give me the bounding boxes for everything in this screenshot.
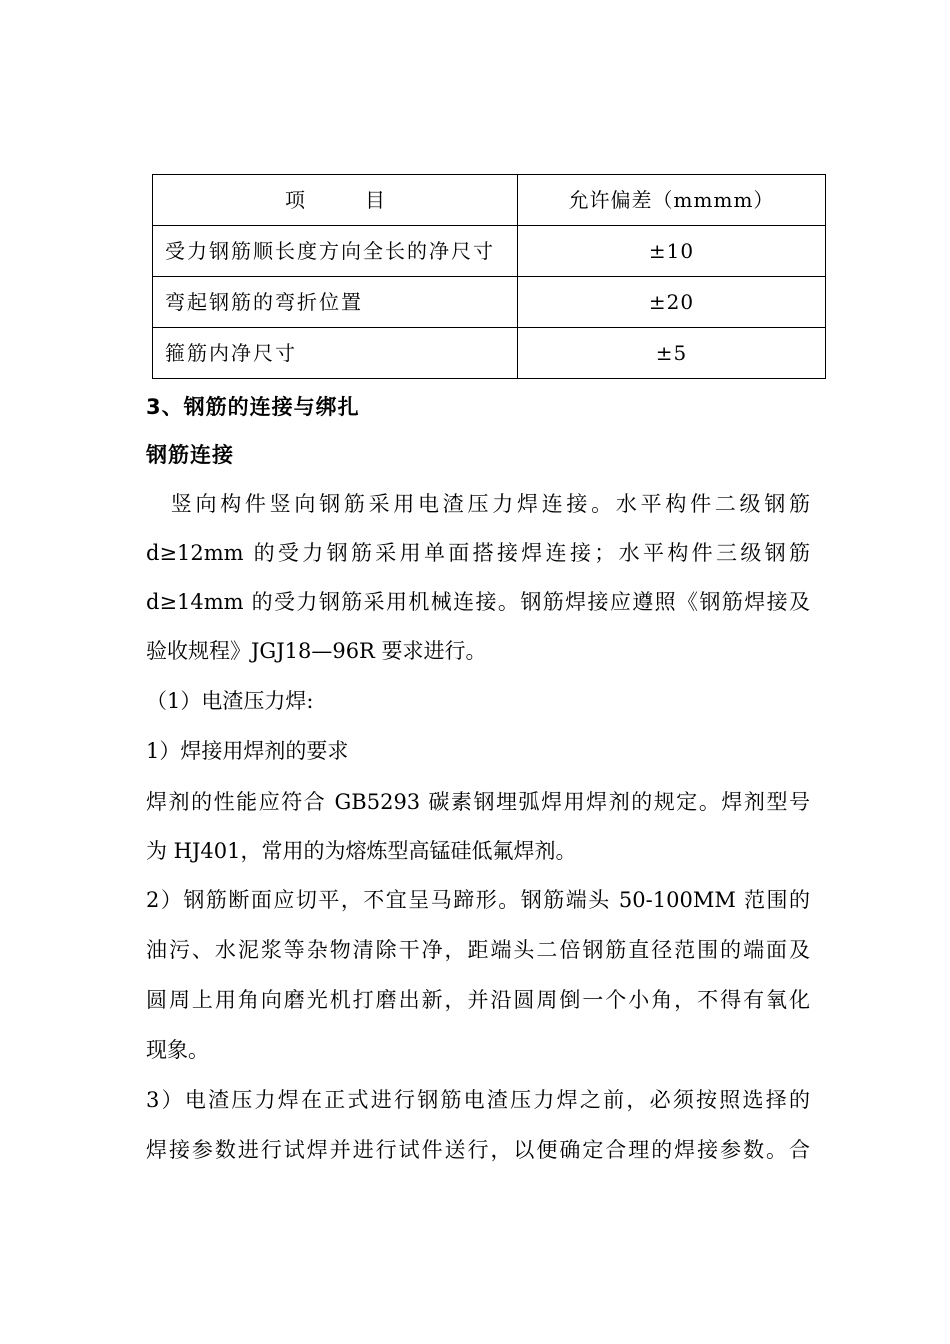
- paragraph-line: 圆周上用角向磨光机打磨出新，并沿圆周倒一个小角，不得有氧化: [146, 988, 810, 1012]
- table-row: [153, 226, 826, 277]
- table-cell-item: 弯起钢筋的弯折位置: [153, 277, 518, 328]
- table-cell-value: ±20: [518, 277, 826, 328]
- paragraph-line: 焊接参数进行试焊并进行试件送行，以便确定合理的焊接参数。合: [146, 1138, 810, 1162]
- table-cell-item: 箍筋内净尺寸: [153, 328, 518, 379]
- table-cell-value: ±5: [518, 328, 826, 379]
- paragraph-line: 验收规程》JGJ18—96R 要求进行。: [146, 639, 487, 663]
- sub-heading: 钢筋连接: [146, 443, 234, 467]
- list-item-subheading: 1）焊接用焊剂的要求: [146, 739, 349, 763]
- paragraph-line: d≥14mm 的受力钢筋采用机械连接。钢筋焊接应遵照《钢筋焊接及: [146, 590, 810, 614]
- tolerance-table: [152, 174, 826, 379]
- paragraph-line: 2）钢筋断面应切平，不宜呈马蹄形。钢筋端头 50-100MM 范围的: [146, 888, 810, 912]
- table-row: [153, 277, 826, 328]
- table-header-row: [153, 175, 826, 226]
- paragraph-line: 3）电渣压力焊在正式进行钢筋电渣压力焊之前，必须按照选择的: [146, 1088, 810, 1112]
- header-tolerance-cell: 允许偏差（mmmm）: [518, 175, 826, 226]
- paragraph-line: 现象。: [146, 1038, 209, 1062]
- table-cell-item: 受力钢筋顺长度方向全长的净尺寸: [153, 226, 518, 277]
- paragraph-line: 为 HJ401，常用的为熔炼型高锰硅低氟焊剂。: [146, 839, 577, 863]
- section-heading: 3、钢筋的连接与绑扎: [146, 395, 360, 419]
- table-row: [153, 328, 826, 379]
- table-cell-value: ±10: [518, 226, 826, 277]
- header-item-label-left: 项: [285, 188, 305, 212]
- paragraph-line: 焊剂的性能应符合 GB5293 碳素钢埋弧焊用焊剂的规定。焊剂型号: [146, 790, 810, 814]
- paragraph-line: 油污、水泥浆等杂物清除干净，距端头二倍钢筋直径范围的端面及: [146, 938, 810, 962]
- paragraph-line: d≥12mm 的受力钢筋采用单面搭接焊连接；水平构件三级钢筋: [146, 541, 810, 565]
- list-item-heading: （1）电渣压力焊:: [146, 689, 314, 713]
- header-item-label-right: 目: [365, 188, 385, 212]
- paragraph-line: 竖向构件竖向钢筋采用电渣压力焊连接。水平构件二级钢筋: [146, 492, 810, 516]
- header-item-cell: [153, 175, 518, 226]
